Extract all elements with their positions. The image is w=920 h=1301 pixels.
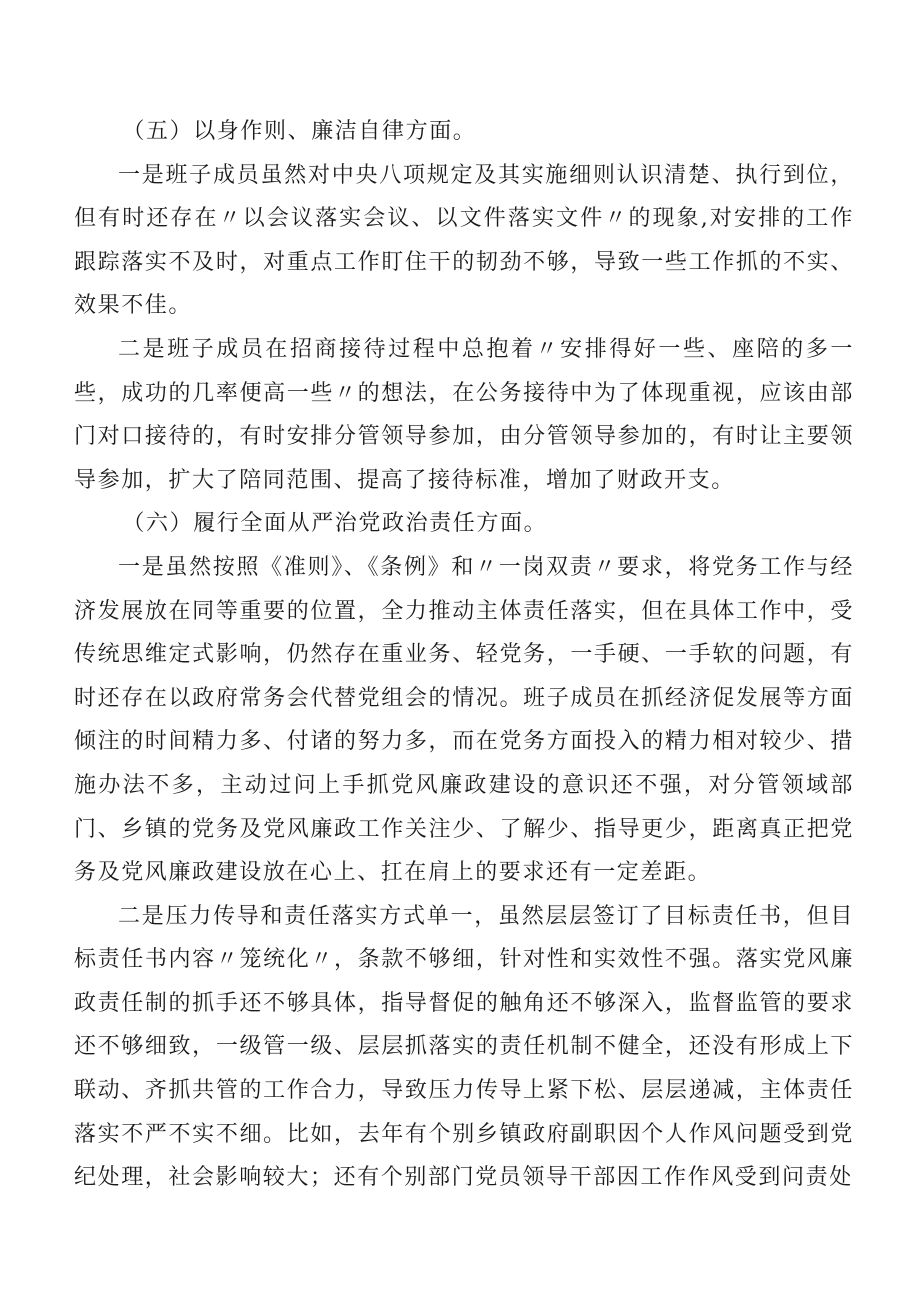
paragraph-5-1: 一是班子成员虽然对中央八项规定及其实施细则认识清楚、执行到位，但有时还存在〃以会议落实会议、以文件落实文件〃的现象,对安排的工作跟踪落实不及时，对重点工作盯住干的韧劲不够，导致一些工作抓的不实、效果不佳。 [74, 162, 854, 319]
section-heading-five: （五）以身作则、廉洁自律方面。 [122, 119, 477, 144]
document-body [74, 110, 854, 1200]
paragraph-6-2: 二是压力传导和责任落实方式单一，虽然层层签订了目标责任书，但目标责任书内容〃笼统化〃，条款不够细，针对性和实效性不强。落实党风廉政责任制的抓手还不够具体，指导督促的触角还不够深入，监督监管的要求还不够细致，一级管一级、层层抓落实的责任机制不健全，还没有形成上下联动、齐抓共管的工作合力，导致压力传导上紧下松、层层递减，主体责任落实不严不实不细。比如，去年有个别乡镇政府副职因个人作风问题受到党纪处理，社会影响较大；还有个别部门党员领导干部因工作作风受到问责处 [74, 903, 854, 1191]
paragraph-6-1: 一是虽然按照《准则》、《条例》和〃一岗双责〃要求，将党务工作与经济发展放在同等重要的位置，全力推动主体责任落实，但在具体工作中，受传统思维定式影响，仍然存在重业务、轻党务，一手硬、一手软的问题，有时还存在以政府常务会代替党组会的情况。班子成员在抓经济促发展等方面倾注的时间精力多、付诸的努力多，而在党务方面投入的精力相对较少、措施办法不多，主动过问上手抓党风廉政建设的意识还不强，对分管领域部门、乡镇的党务及党风廉政工作关注少、了解少、指导更少，距离真正把党务及党风廉政建设放在心上、扛在肩上的要求还有一定差距。 [74, 554, 854, 886]
paragraph-5-2: 二是班子成员在招商接待过程中总抱着〃安排得好一些、座陪的多一些，成功的几率便高一些〃的想法，在公务接待中为了体现重视，应该由部门对口接待的，有时安排分管领导参加，由分管领导参加的，有时让主要领导参加，扩大了陪同范围、提高了接待标准，增加了财政开支。 [74, 336, 854, 493]
section-heading-six: （六）履行全面从严治党政治责任方面。 [122, 511, 548, 537]
